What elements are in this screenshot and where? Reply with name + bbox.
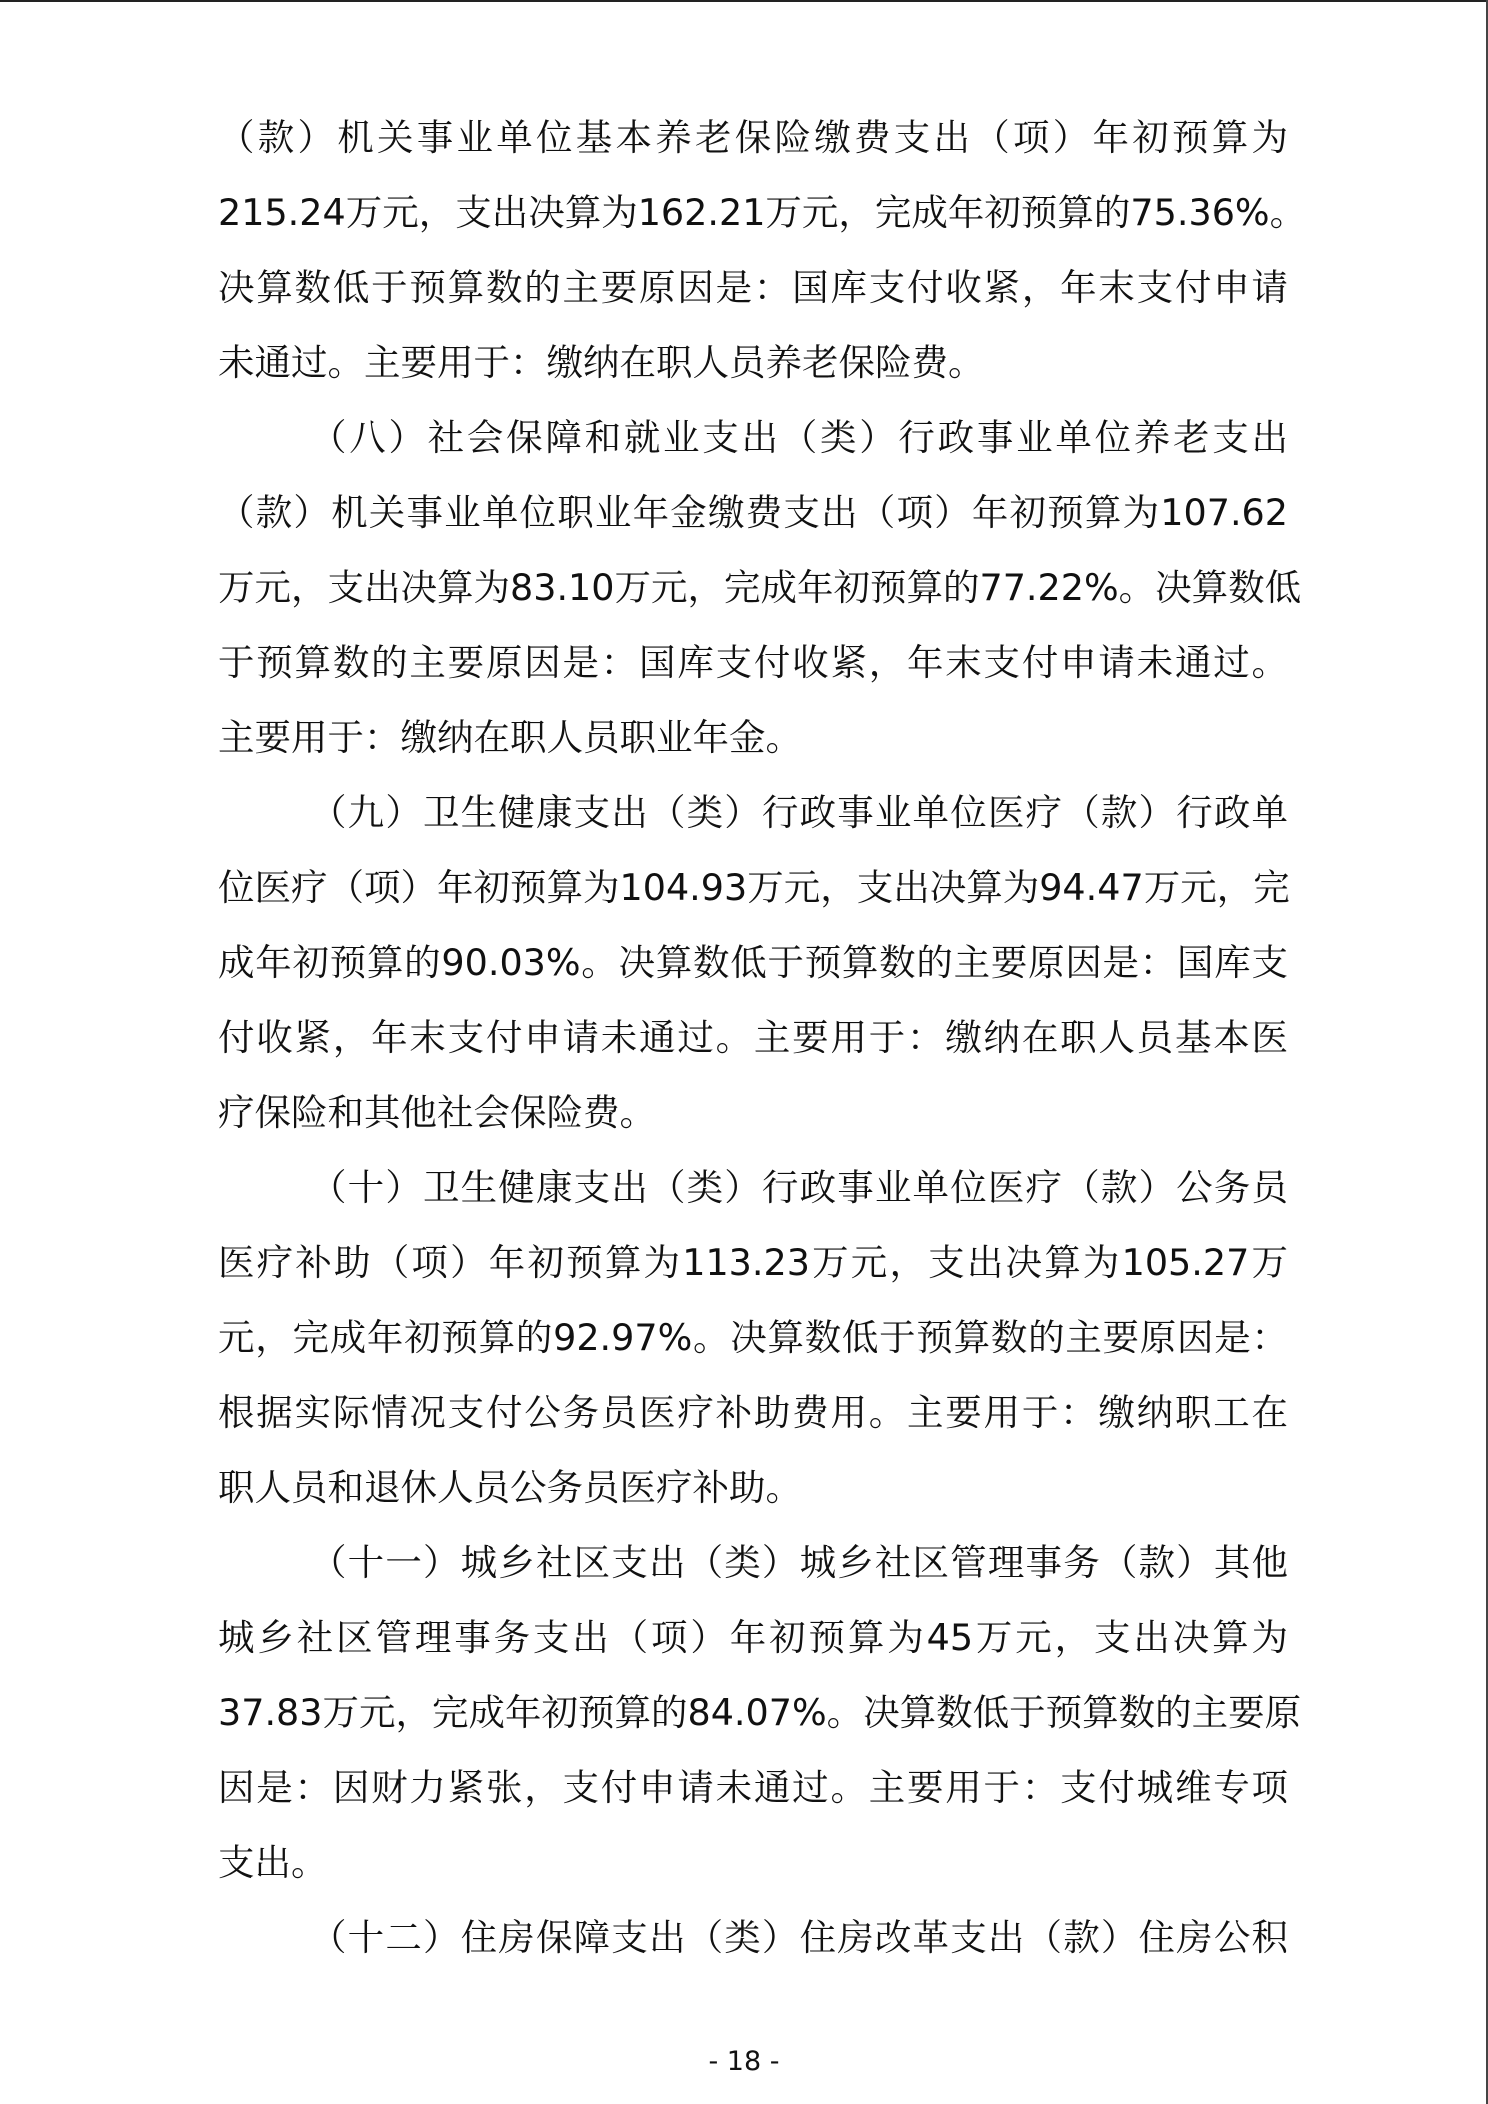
document-body xyxy=(218,100,1307,1975)
paragraph-heading-12: （十二）住房保障支出（类）住房改革支出（款）住房公积 xyxy=(310,1916,1288,1959)
body-line: 决算数低于预算数的主要原因是：国库支付收紧，年末支付申请 xyxy=(218,266,1288,309)
body-line: 215.24万元，支出决算为162.21万元，完成年初预算的75.36%。 xyxy=(218,191,1307,234)
body-line: 疗保险和其他社会保险费。 xyxy=(218,1091,656,1134)
body-line: 37.83万元，完成年初预算的84.07%。决算数低于预算数的主要原 xyxy=(218,1691,1302,1734)
body-line: （款）机关事业单位职业年金缴费支出（项）年初预算为107.62 xyxy=(218,491,1288,534)
body-line: 根据实际情况支付公务员医疗补助费用。主要用于：缴纳职工在 xyxy=(218,1391,1288,1434)
body-line: 医疗补助（项）年初预算为113.23万元，支出决算为105.27万 xyxy=(218,1241,1288,1284)
page-number: - 18 - xyxy=(708,2046,780,2077)
body-line: 付收紧，年末支付申请未通过。主要用于：缴纳在职人员基本医 xyxy=(218,1016,1288,1059)
paragraph-heading-8: （八）社会保障和就业支出（类）行政事业单位养老支出 xyxy=(310,416,1288,459)
body-line: 未通过。主要用于：缴纳在职人员养老保险费。 xyxy=(218,341,985,384)
body-line: 职人员和退休人员公务员医疗补助。 xyxy=(218,1466,802,1509)
paragraph-heading-11: （十一）城乡社区支出（类）城乡社区管理事务（款）其他 xyxy=(310,1541,1288,1584)
body-line: 支出。 xyxy=(218,1841,328,1884)
body-line: 万元，支出决算为83.10万元，完成年初预算的77.22%。决算数低 xyxy=(218,566,1302,609)
body-line: 主要用于：缴纳在职人员职业年金。 xyxy=(218,716,802,759)
body-line: （款）机关事业单位基本养老保险缴费支出（项）年初预算为 xyxy=(218,116,1288,159)
body-line: 于预算数的主要原因是：国库支付收紧，年末支付申请未通过。 xyxy=(218,641,1288,684)
page-top-edge xyxy=(0,0,1488,2)
body-line: 元，完成年初预算的92.97%。决算数低于预算数的主要原因是： xyxy=(218,1316,1288,1359)
paragraph-heading-9: （九）卫生健康支出（类）行政事业单位医疗（款）行政单 xyxy=(310,791,1288,834)
body-line: 城乡社区管理事务支出（项）年初预算为45万元，支出决算为 xyxy=(218,1616,1288,1659)
body-line: 因是：因财力紧张，支付申请未通过。主要用于：支付城维专项 xyxy=(218,1766,1288,1809)
body-line: 成年初预算的90.03%。决算数低于预算数的主要原因是：国库支 xyxy=(218,941,1288,984)
paragraph-heading-10: （十）卫生健康支出（类）行政事业单位医疗（款）公务员 xyxy=(310,1166,1288,1209)
body-line: 位医疗（项）年初预算为104.93万元，支出决算为94.47万元，完 xyxy=(218,866,1290,909)
